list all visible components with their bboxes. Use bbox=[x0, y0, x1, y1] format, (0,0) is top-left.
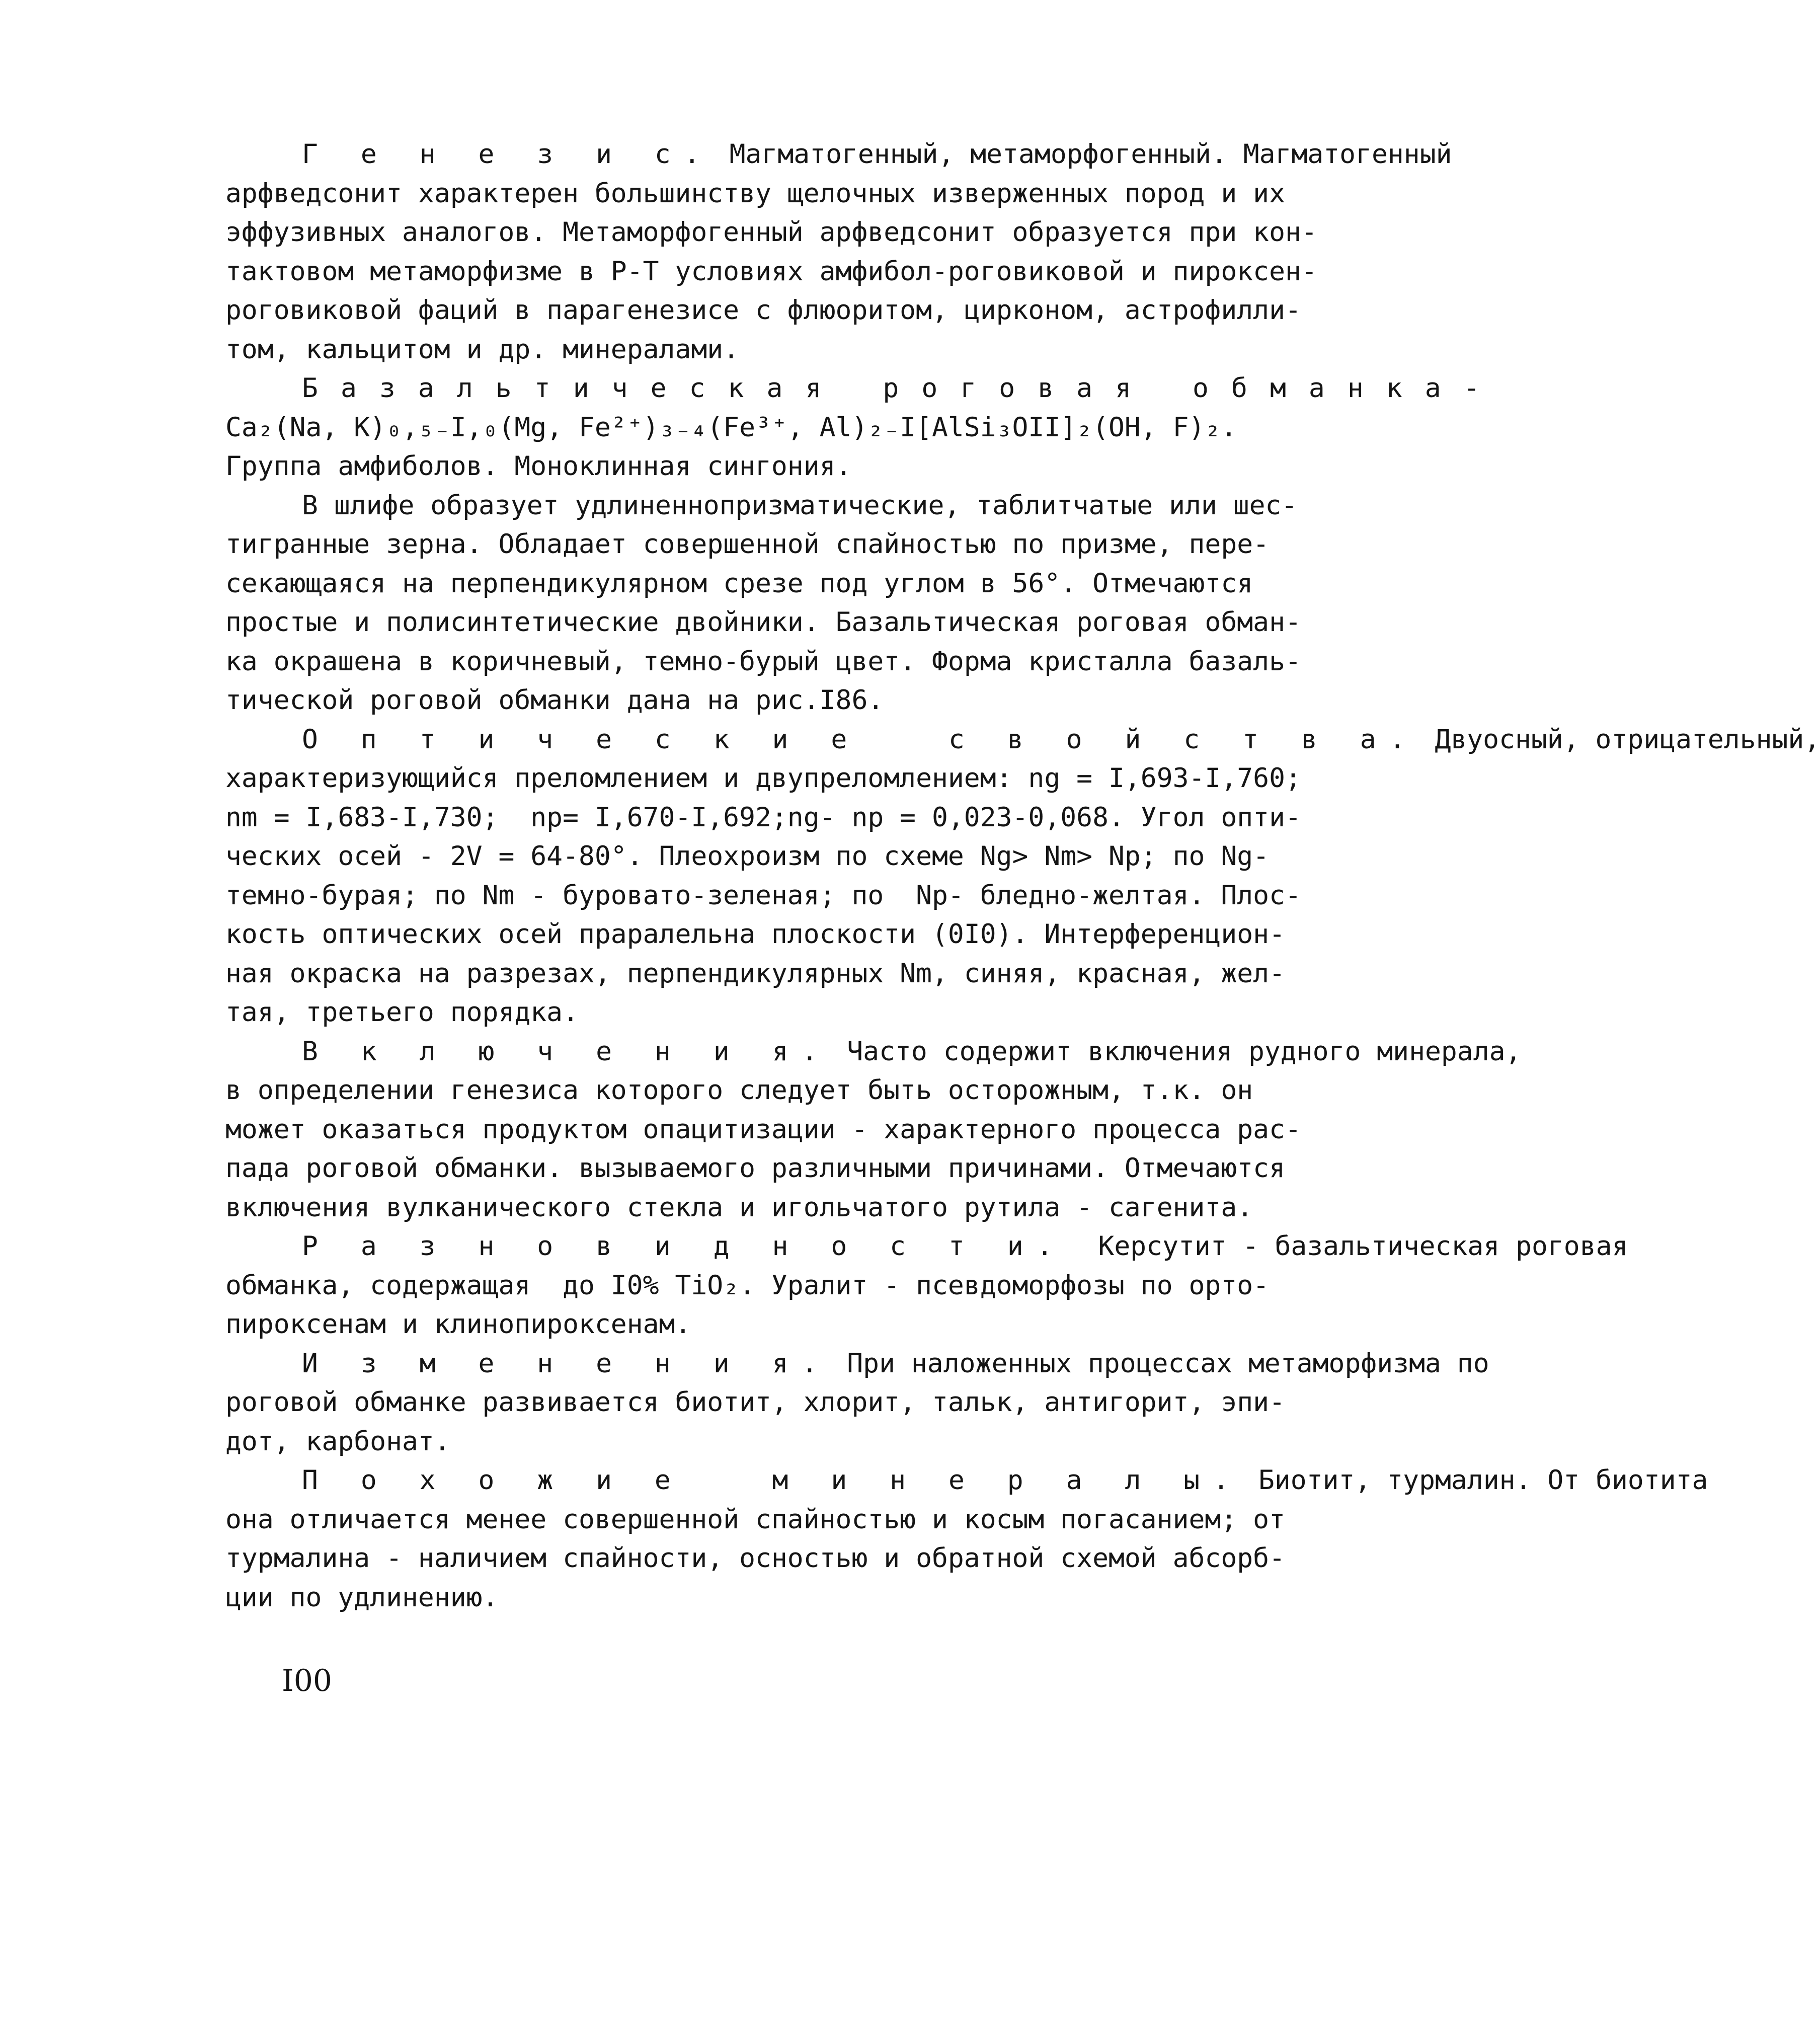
line-text: в определении генезиса которого следует быть осторожным, т.к. он bbox=[225, 1075, 1253, 1106]
line-text: Магматогенный, метаморфогенный. Магматогенный bbox=[713, 139, 1452, 170]
section-heading: И з м е н е н и я. bbox=[302, 1348, 831, 1379]
text-line bbox=[225, 1344, 1489, 1383]
text-line bbox=[225, 252, 1317, 291]
mineral-heading: Базальтическая роговая обманка- bbox=[302, 373, 1502, 404]
section-heading: В к л ю ч е н и я. bbox=[302, 1036, 831, 1067]
line-text: При наложенных процессах метаморфизма по bbox=[831, 1348, 1489, 1379]
line-text: Керсутит - базальтическая роговая bbox=[1066, 1231, 1628, 1262]
text-line bbox=[225, 1266, 1270, 1305]
text-line bbox=[225, 993, 1227, 1032]
text-line bbox=[225, 1422, 1227, 1461]
line-text: В шлифе образует удлиненнопризматические, таблитчатые или шес- bbox=[302, 490, 1298, 521]
text-line bbox=[225, 1227, 1628, 1266]
line-text: Ca₂(Na, K)₀,₅₋I,₀(Mg, Fe²⁺)₃₋₄(Fe³⁺, Al)₂₋I[AlSi₃OII]₂(OH, F)₂. bbox=[225, 412, 1237, 443]
text-line bbox=[225, 525, 1270, 564]
line-text: характеризующийся преломлением и двупреломлением: ng = I,693-I,760; bbox=[225, 763, 1301, 794]
line-text: ная окраска на разрезах, перпендикулярных Nm, синяя, красная, жел- bbox=[225, 958, 1285, 989]
text-line bbox=[225, 798, 1301, 837]
text-line bbox=[225, 915, 1285, 954]
text-line bbox=[225, 642, 1301, 681]
line-text: темно-бурая; по Nm - буровато-зеленая; по Np- бледно-желтая. Плос- bbox=[225, 880, 1301, 911]
text-line bbox=[225, 759, 1301, 798]
page-number: I00 bbox=[282, 1663, 333, 1698]
text-line bbox=[225, 1071, 1253, 1110]
text-line bbox=[225, 135, 1452, 174]
section-heading: Р а з н о в и д н о с т и. bbox=[302, 1231, 1066, 1262]
line-text: Двуосный, отрицательный, bbox=[1418, 724, 1820, 755]
text-line bbox=[225, 1578, 1227, 1617]
text-line bbox=[225, 1188, 1253, 1227]
section-heading: Г е н е з и с. bbox=[302, 139, 714, 170]
line-text: она отличается менее совершенной спайностью и косым погасанием; от bbox=[225, 1504, 1285, 1535]
text-line bbox=[225, 603, 1301, 642]
line-text: кость оптических осей праралельна плоскости (0I0). Интерференцион- bbox=[225, 919, 1285, 950]
text-line bbox=[225, 330, 1227, 369]
line-text: Группа амфиболов. Моноклинная сингония. bbox=[225, 451, 852, 482]
line-text: тая, третьего порядка. bbox=[225, 997, 579, 1028]
line-text: тигранные зерна. Обладает совершенной спайностью по призме, пере- bbox=[225, 529, 1270, 560]
text-line bbox=[225, 1032, 1522, 1071]
text-line bbox=[225, 1383, 1285, 1422]
line-text: ции по удлинению. bbox=[225, 1582, 499, 1613]
line-text: может оказаться продуктом опацитизации - характерного процесса рас- bbox=[225, 1114, 1301, 1145]
text-line bbox=[225, 1305, 1227, 1344]
text-line bbox=[225, 876, 1301, 915]
line-text: тической роговой обманки дана на рис.I86. bbox=[225, 685, 884, 716]
line-text: пироксенам и клинопироксенам. bbox=[225, 1309, 691, 1340]
text-line bbox=[225, 174, 1285, 213]
line-text: арфведсонит характерен большинству щелочных изверженных пород и их bbox=[225, 178, 1285, 209]
line-text: турмалина - наличием спайности, осностью и обратной схемой абсорб- bbox=[225, 1543, 1285, 1574]
line-text: роговиковой фаций в парагенезисе с флюоритом, цирконом, астрофилли- bbox=[225, 295, 1301, 326]
line-text: простые и полисинтетические двойники. Базальтическая роговая обман- bbox=[225, 607, 1301, 638]
text-line bbox=[225, 1461, 1708, 1500]
text-line bbox=[225, 1110, 1301, 1149]
text-line bbox=[225, 408, 1237, 447]
text-line bbox=[225, 1500, 1285, 1539]
text-line bbox=[225, 369, 1502, 408]
line-text: включения вулканического стекла и игольчатого рутила - сагенита. bbox=[225, 1192, 1253, 1223]
line-text: эффузивных аналогов. Метаморфогенный арфведсонит образуется при кон- bbox=[225, 217, 1317, 248]
line-text: секающаяся на перпендикулярном срезе под углом в 56°. Отмечаются bbox=[225, 568, 1253, 599]
line-text: роговой обманке развивается биотит, хлорит, тальк, антигорит, эпи- bbox=[225, 1387, 1285, 1418]
section-heading: О п т и ч е с к и е с в о й с т в а. bbox=[302, 724, 1419, 755]
line-text: тактовом метаморфизме в Р-Т условиях амфибол-роговиковой и пироксен- bbox=[225, 256, 1317, 287]
text-line bbox=[225, 681, 1227, 720]
text-line bbox=[225, 720, 1820, 759]
line-text: пада роговой обманки. вызываемого различными причинами. Отмечаются bbox=[225, 1153, 1285, 1184]
line-text: ческих осей - 2V = 64-80°. Плеохроизм по схеме Ng> Nm> Np; по Ng- bbox=[225, 841, 1270, 872]
line-text: nm = I,683-I,730; np= I,670-I,692;ng- np = 0,023-0,068. Угол опти- bbox=[225, 802, 1301, 833]
text-line bbox=[225, 837, 1270, 876]
text-line bbox=[225, 486, 1298, 525]
text-line bbox=[225, 564, 1253, 603]
text-line bbox=[225, 447, 1227, 486]
text-line bbox=[225, 954, 1285, 993]
line-text: Часто содержит включения рудного минерала, bbox=[831, 1036, 1522, 1067]
text-line bbox=[225, 291, 1301, 330]
section-heading: П о х о ж и е м и н е р а л ы. bbox=[302, 1465, 1243, 1496]
line-text: том, кальцитом и др. минералами. bbox=[225, 334, 740, 365]
text-line bbox=[225, 213, 1317, 252]
line-text: Биотит, турмалин. От биотита bbox=[1242, 1465, 1708, 1496]
main-text bbox=[225, 135, 1820, 1617]
text-line bbox=[225, 1539, 1285, 1578]
line-text: дот, карбонат. bbox=[225, 1426, 450, 1457]
line-text: ка окрашена в коричневый, темно-бурый цвет. Форма кристалла базаль- bbox=[225, 646, 1301, 677]
text-line bbox=[225, 1149, 1285, 1188]
line-text: обманка, содержащая до I0% TiO₂. Уралит - псевдоморфозы по орто- bbox=[225, 1270, 1270, 1301]
